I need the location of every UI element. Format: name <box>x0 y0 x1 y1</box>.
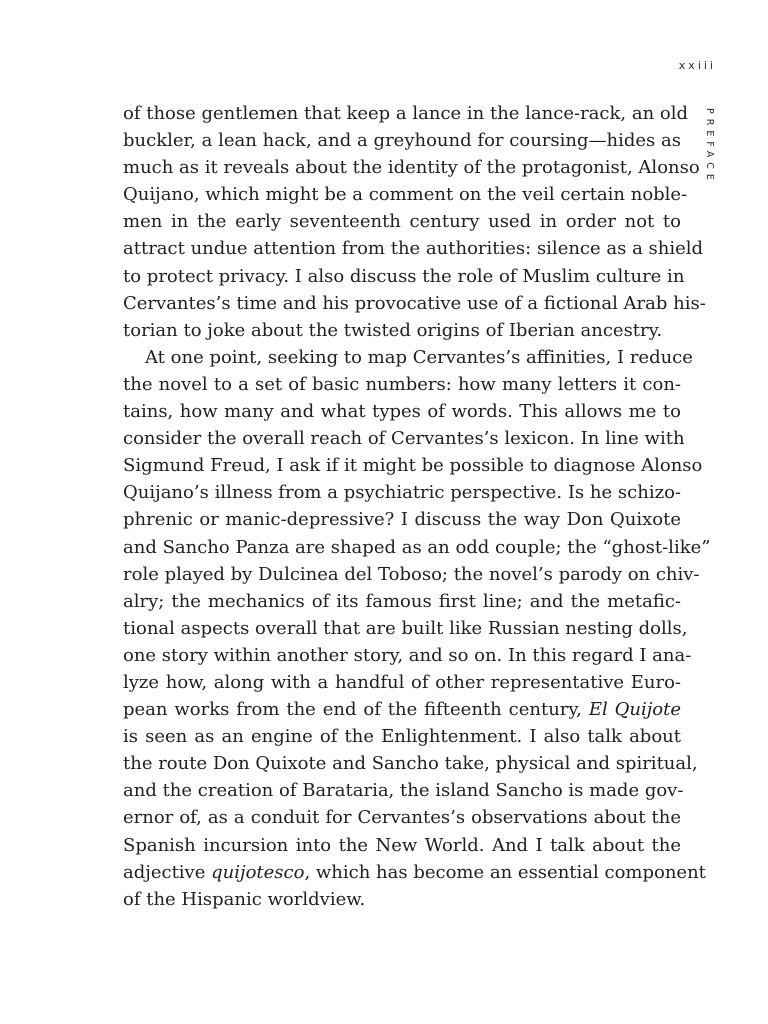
text-line: and Sancho Panza are shaped as an odd couple; the “ghost-like” <box>123 536 711 558</box>
text-line: alry; the mechanics of its famous first line; and the metafic- <box>123 590 681 612</box>
text-line: tains, how many and what types of words. This allows me to <box>123 401 681 423</box>
text-line: is seen as an engine of the Enlightenment. I also talk about <box>123 726 681 748</box>
text-line: ernor of, as a conduit for Cervantes’s observations about the <box>123 807 681 829</box>
text-line: lyze how, along with a handful of other representative Euro- <box>123 671 681 693</box>
text-line: role played by Dulcinea del Toboso; the novel’s parody on chiv- <box>123 563 700 585</box>
text-line: men in the early seventeenth century used in order not to <box>123 211 681 233</box>
text-line: Cervantes’s time and his provocative use of a fictional Arab his- <box>123 292 706 314</box>
text-line: tional aspects overall that are built like Russian nesting dolls, <box>123 617 688 639</box>
text-line: torian to joke about the twisted origins of Iberian ancestry. <box>123 319 663 341</box>
text-line: of the Hispanic worldview. <box>123 888 366 910</box>
text-line: Quijano, which might be a comment on the veil certain noble- <box>123 184 688 206</box>
text-line: one story within another story, and so on. In this regard I ana- <box>123 644 692 666</box>
text-segment: adjective <box>123 861 212 883</box>
text-line <box>123 696 681 723</box>
text-line: much as it reveals about the identity of the protagonist, Alonso <box>123 157 700 179</box>
text-line: buckler, a lean hack, and a greyhound for coursing—hides as <box>123 130 681 152</box>
text-line: and the creation of Barataria, the island Sancho is made gov- <box>123 780 684 802</box>
text-line: the novel to a set of basic numbers: how many letters it con- <box>123 373 681 395</box>
text-line: the route Don Quixote and Sancho take, physical and spiritual, <box>123 753 698 775</box>
text-segment: , which has become an essential component <box>304 861 706 883</box>
text-segment: pean works from the end of the fifteenth century, <box>123 699 589 721</box>
text-line: At one point, seeking to map Cervantes’s affinities, I reduce <box>145 346 693 368</box>
page-number: xxiii <box>678 59 716 72</box>
text-line: Sigmund Freud, I ask if it might be possible to diagnose Alonso <box>123 455 703 477</box>
text-line: phrenic or manic-depressive? I discuss the way Don Quixote <box>123 509 681 531</box>
text-line: Quijano’s illness from a psychiatric perspective. Is he schizo- <box>123 482 681 504</box>
running-head: PREFACE <box>704 108 715 185</box>
text-line: attract undue attention from the authorities: silence as a shield <box>123 238 704 260</box>
book-title: El Quijote <box>588 699 682 721</box>
italic-term: quijotesco <box>211 861 305 883</box>
text-line <box>123 859 706 886</box>
text-line: to protect privacy. I also discuss the role of Muslim culture in <box>123 265 685 287</box>
text-line: of those gentlemen that keep a lance in the lance-rack, an old <box>123 103 688 124</box>
text-line: consider the overall reach of Cervantes’s lexicon. In line with <box>123 428 685 450</box>
text-line: Spanish incursion into the New World. And I talk about the <box>123 834 681 856</box>
